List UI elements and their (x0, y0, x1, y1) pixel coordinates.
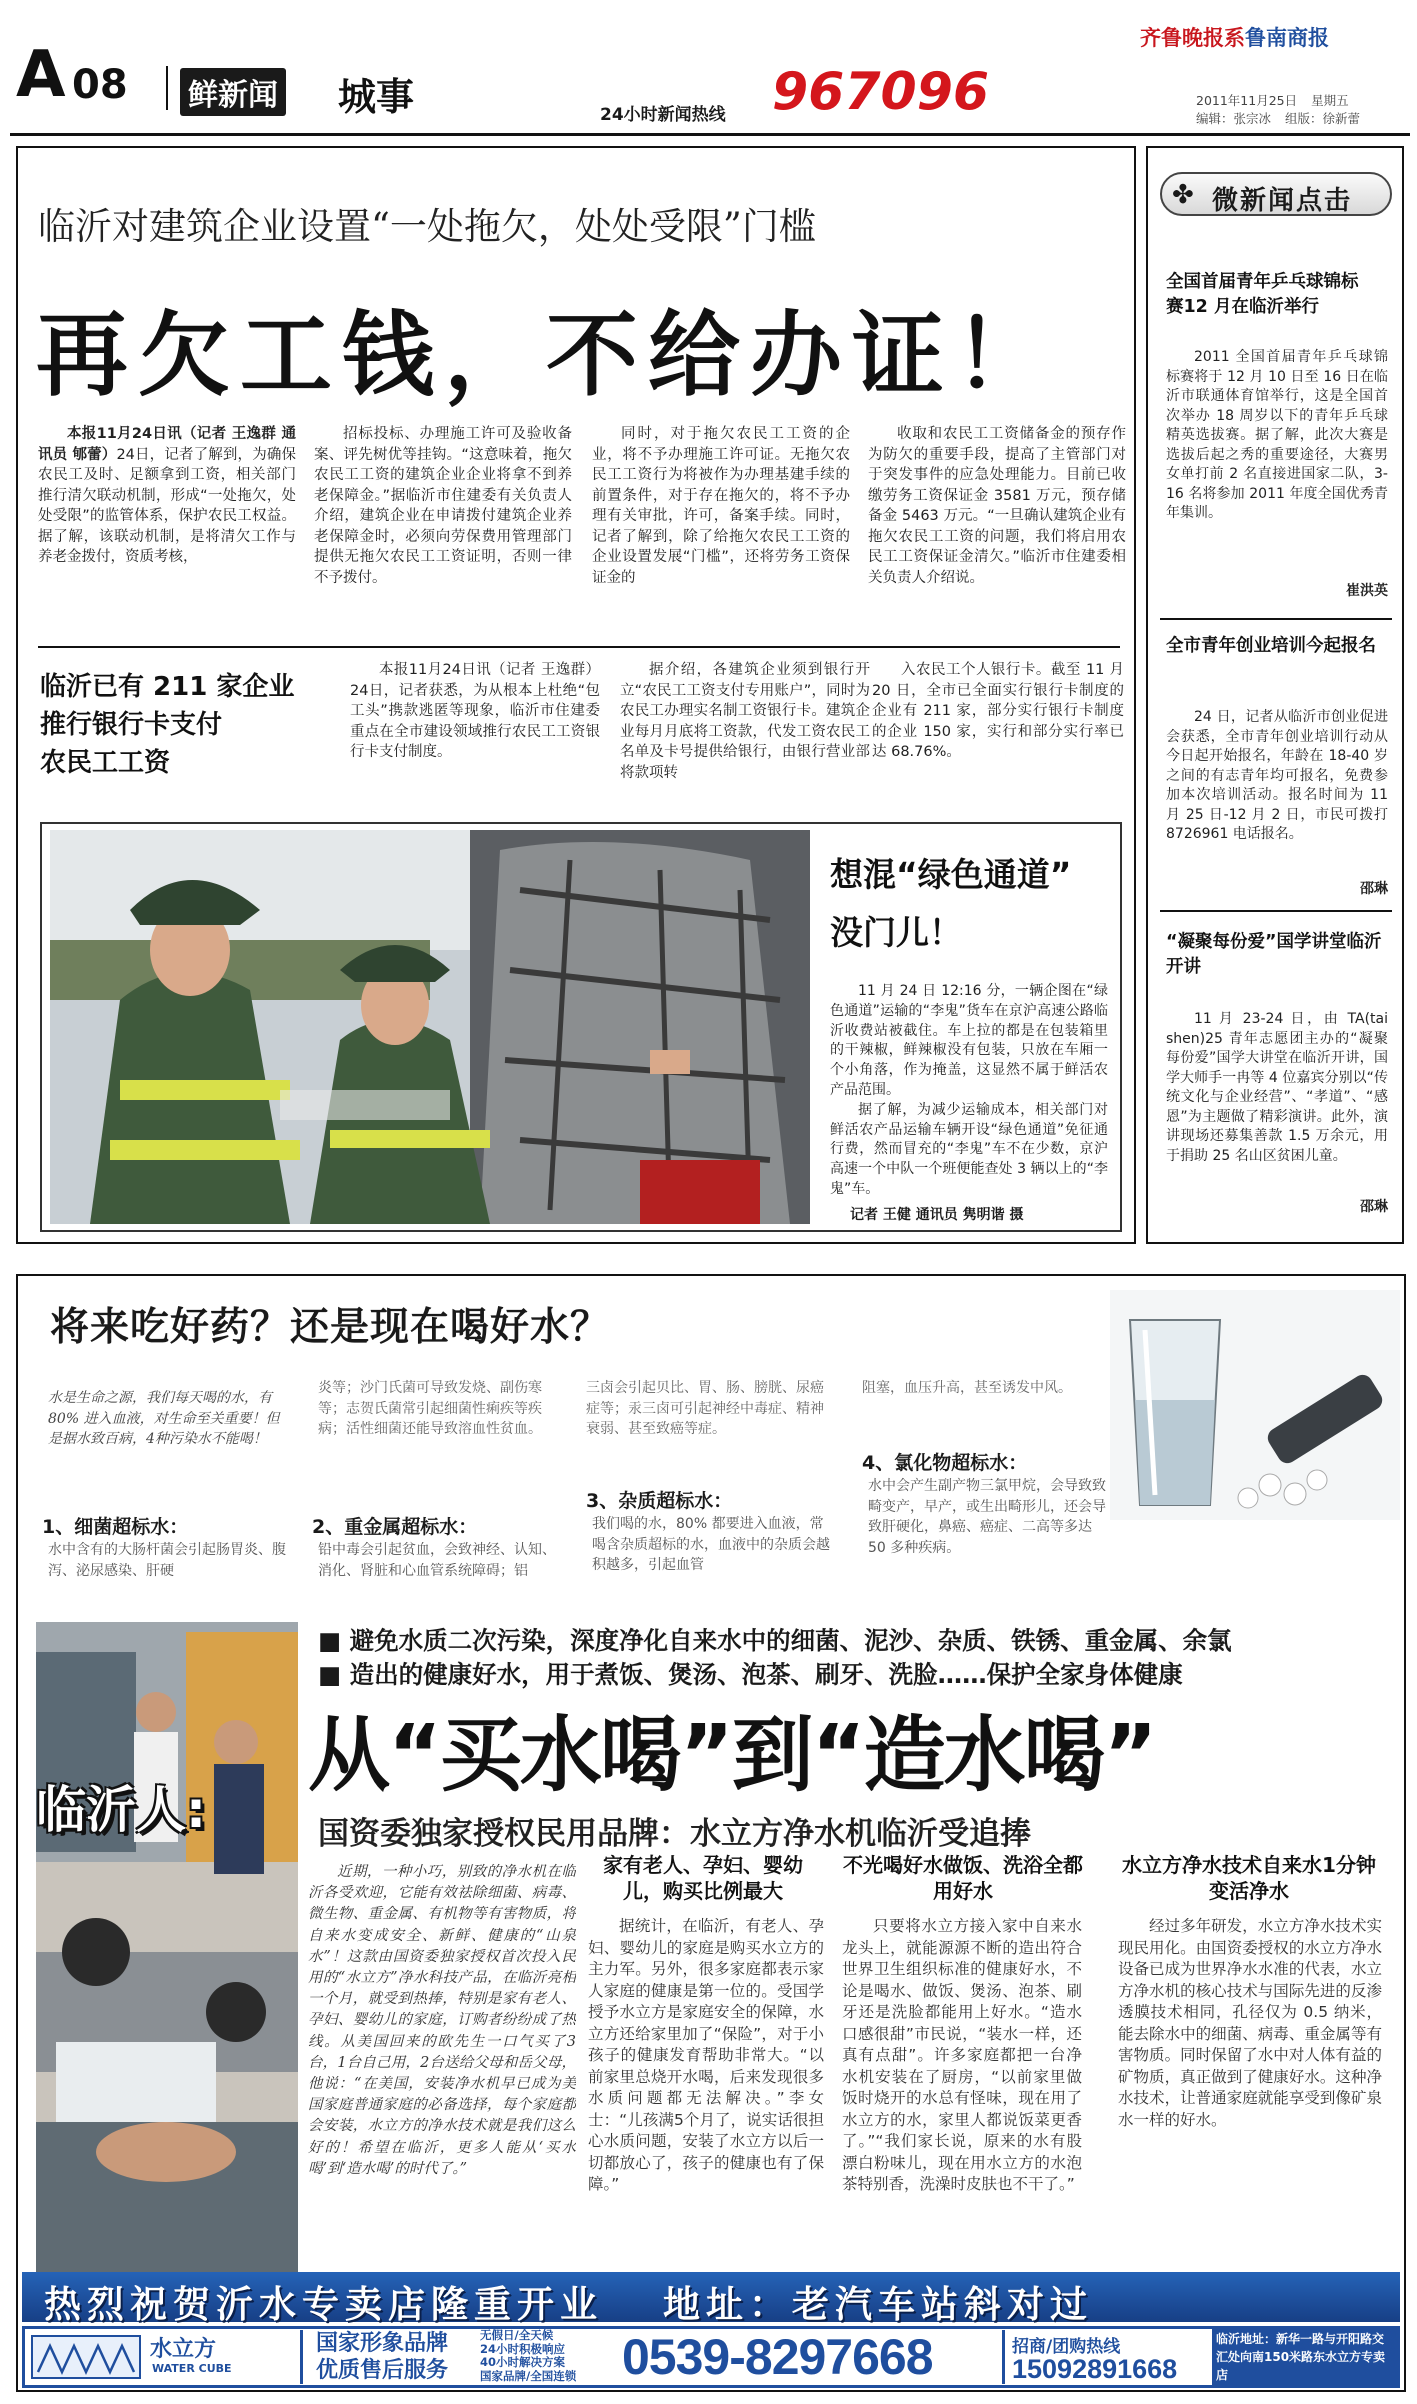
service-1: 无假日/全天候 (480, 2328, 554, 2342)
ad-col4-top: 阻塞，血压升高，甚至诱发中风。 (862, 1380, 1072, 1396)
header-divider (166, 66, 168, 110)
logo-cn: 水立方 (150, 2337, 217, 2362)
footer-divider-1 (300, 2330, 303, 2384)
story2-col-3-text: 入农民工个人银行卡。截至 11 月 20 日，全市已全面实行银行卡制度的企业有 211 家，部分实行银行卡制度的企业 150 家，实行和部分实行率已达 68.76%。 (872, 662, 1124, 760)
ad-col-a (588, 1916, 824, 2254)
story2-headline (40, 668, 340, 782)
ad-col-c-text: 经过多年研发，水立方净水技术实现民用化。由国资委授权的水立方净水设备已成为世界净水水准的代表，水立方净水机的核心技术与国际先进的反渗透膜技术相同，孔径仅为 0.5 纳米，能去除水中的细菌、病毒、重金属等有害物质。同时保留了水中对人体有益的矿物质，真正做到了健康好水。这种净水技术，让普通家庭就能享受到像矿泉水一样的好水。 (1118, 1917, 1382, 2129)
editor-line (1196, 110, 1360, 127)
ad-col-b (842, 1916, 1082, 2254)
story2-headline-1: 临沂已有 211 家企业 (40, 672, 295, 702)
brand-blue: 鲁南商报 (1245, 25, 1329, 50)
ad-banner (22, 2272, 1400, 2326)
issue-date: 2011年11月25日 (1196, 93, 1298, 108)
ad-col2-top: 炎等；沙门氏菌可导致发烧、副伤寒等；志贺氏菌常引起细菌性痢疾等疾病；活性细菌还能导致溶血性贫血。 (318, 1380, 542, 1437)
banner-right: 地址：老汽车站斜对过 (663, 2283, 1093, 2326)
sidebar-item2-body (1166, 708, 1388, 886)
ad-sub4-text: 水中会产生副产物三氯甲烷，会导致致畸变产，早产，或生出畸形儿，还会导致肝硬化，鼻癌、癌症、二高等多达 50 多种疾病。 (868, 1478, 1106, 1556)
ad-sub1-text: 水中含有的大肠杆菌会引起肠胃炎、腹泻、泌尿感染、肝硬 (48, 1542, 286, 1579)
story3-headline (830, 846, 1071, 962)
hotline-label: 24小时新闻热线 (600, 105, 726, 125)
main-col-4-text: 收取和农民工工资储备金的预存作为防欠的重要手段，提高了主管部门对于突发事件的应急处理能力。目前已收缴劳务工资保证金 3581 万元，预存储备金 5463 万元。“一旦确认建筑企业有拖欠农民工工资的问题，我们将启用农民工工资保证金清欠。”临沂市住建委相关负责人介绍说。 (868, 426, 1126, 586)
section-badge: 鲜新闻 (180, 68, 286, 116)
footer-address (1212, 2329, 1398, 2386)
main-col-3-text: 同时，对于拖欠农民工工资的企业，将不予办理施工许可证。无拖欠农民工工资行为将被作为办理基建手续的前置条件，对于存在拖欠的，将不予办理有关审批，许可，备案手续。同时，记者了解到，除了给拖欠农民工工资的企业设置发展“门槛”，还将劳务工资保证金的 (592, 426, 850, 586)
footer-slogans (316, 2330, 448, 2384)
ad-intro: 水是生命之源，我们每天喝的水，有 80% 进入血液，对生命至关重要！但是据水致百病，4种污染水不能喝！ (48, 1390, 280, 1447)
sidebar-item3-title: “凝聚每份爱”国学讲堂临沂开讲 (1166, 932, 1382, 977)
slogan-2: 优质售后服务 (316, 2358, 449, 2383)
story2-headline-3: 农民工工资 (40, 748, 171, 778)
banner-left: 热烈祝贺沂水专卖店隆重开业 (44, 2283, 603, 2326)
page-number: 08 (72, 62, 128, 108)
story3-p2: 据了解，为减少运输成本，相关部门对鲜活农产品运输车辆开设“绿色通道”免征通行费，然而冒充的“李鬼”车不在少数，京沪高速一个中队一个班便能查处 3 辆以上的“李鬼”车。 (830, 1101, 1108, 1197)
sidebar-item1-body (1166, 348, 1388, 600)
sidebar-item2-title: 全市青年创业培训今起报名 (1166, 636, 1376, 656)
ad-col-c-title: 水立方净水技术自来水1分钟变活净水 (1122, 1853, 1376, 1903)
ad-sub4: 4、氯化物超标水： (862, 1452, 1028, 1474)
layout-editor: 组版：徐新蕾 (1285, 111, 1361, 126)
ad-col-b-text: 只要将水立方接入家中自来水龙头上，就能源源不断的造出符合世界卫生组织标准的健康好水，不论是喝水、做饭、煲汤、泡茶、刷牙还是洗脸都能用上好水。“造水口感很甜”市民说，“装水一样，还真有点甜”。许多家庭都把一台净水机安装在了厨房，“以前家里做饭时烧开的水总有怪味，现在用了水立方的水，家里人都说饭菜更香了。”“我们家长说，原来的水有股漂白粉味儿，现在用水立方的水泡茶特别香，洗澡时皮肤也不干了。” (842, 1917, 1082, 2193)
clover-icon: ✤ (1172, 180, 1194, 210)
main-col-2 (314, 424, 572, 630)
ad-col3-top: 三卤会引起贝比、胃、肠、膀胱、尿癌症等；汞三卤可引起神经中毒症、精神衰弱、甚至致癌等症。 (586, 1380, 824, 1437)
sidebar-item2-text: 24 日，记者从临沂市创业促进会获悉，全市青年创业培训行动从今日起开始报名，年龄在 18-40 岁之间的有志青年均可报名，免费参加本次培训活动。报名时间为 11 月 25 日-12 月 2 日，市民可拨打 8726961 电话报名。 (1166, 709, 1388, 842)
editor: 编辑：张宗冰 (1196, 111, 1272, 126)
service-3: 40小时解决方案 (480, 2355, 566, 2369)
ad-subhead: 国资委独家授权民用品牌：水立方净水机临沂受追捧 (318, 1816, 1031, 1852)
issue-weekday: 星期五 (1311, 93, 1349, 108)
glass-pills-photo (1110, 1290, 1400, 1520)
story2-col-3 (872, 660, 1124, 810)
story3-p1: 11 月 24 日 12:16 分，一辆企图在“绿色通道”运输的“李鬼”货车在京沪高速公路临沂收费站被截住。车上拉的都是在包装箱里的干辣椒，鲜辣椒没有包装，只放在车厢一个小角落，作为掩盖，这显然不属于鲜活农产品范围。 (830, 983, 1108, 1098)
inspection-photo (50, 830, 810, 1224)
ad-col-a-title: 家有老人、孕妇、婴幼儿，购买比例最大 (603, 1853, 803, 1903)
ad-col-b-title: 不光喝好水做饭、洗浴全都用好水 (843, 1853, 1083, 1903)
section-title: 城事 (338, 75, 415, 119)
crowd-photo-art (36, 1622, 298, 2274)
story3-body (830, 982, 1108, 1202)
ad-sub2-text: 铅中毒会引起贫血，会致神经、认知、消化、肾脏和心血管系统障碍；铝 (318, 1542, 556, 1579)
issue-date-line (1196, 92, 1349, 109)
crowd-photo (36, 1622, 298, 2274)
story3-headline-2: 没门儿！ (830, 913, 962, 952)
glass-pills-art (1110, 1290, 1400, 1520)
footer-divider-2 (1002, 2330, 1005, 2384)
footer-phone[interactable]: 0539-8297668 (622, 2329, 933, 2385)
header-rule (10, 133, 1410, 136)
story2-headline-2: 推行银行卡支付 (40, 710, 223, 740)
photo-credit: 记者 王健 通讯员 隽明谐 摄 (850, 1207, 1024, 1223)
main-col-4 (868, 424, 1126, 630)
invest-label: 招商/团购热线 (1012, 2337, 1121, 2357)
inspection-photo-art (50, 830, 810, 1224)
ad-bullet-1: ■ 避免水质二次污染，深度净化自来水中的细菌、泥沙、杂质、铁锈、重金属、余氯 (318, 1626, 1232, 1655)
ad-big-headline: 从“买水喝”到“造水喝” (308, 1708, 1156, 1803)
slogan-1: 国家形象品牌 (316, 2331, 449, 2356)
address-label: 临沂地址： (1216, 2332, 1277, 2346)
sidebar-title: 微新闻点击 (1212, 186, 1353, 216)
sidebar-item3-text: 11 月 23-24 日，由 TA(tai shen)25 青年志愿团主办的“凝聚每份爱”国学大讲堂在临沂开讲，国学大师手一冉等 4 位嘉宾分别以“传统文化与企业经营”、“孝道”、“感恩”为主题做了精彩演讲。此外，演讲现场还募集善款 1.5 万余元，用于捐助 25 名山区贫困儿童。 (1166, 1011, 1388, 1164)
service-2: 24小时积极响应 (480, 2341, 566, 2356)
ad-bullet-2: ■ 造出的健康好水，用于煮饭、煲汤、泡茶、刷牙、洗脸……保护全家身体健康 (318, 1660, 1183, 1689)
main-col-1 (38, 424, 296, 630)
footer-service (480, 2329, 576, 2383)
ad-left-para: 近期，一种小巧，别致的净水机在临沂各受欢迎，它能有效祛除细菌、病毒、微生物、重金属、有机物等有害物质，将自来水变成安全、新鲜、健康的“山泉水”！这款由国资委独家授权首次投入民用的“水立方”净水科技产品，在临沂亮相一个月，就受到热捧，特别是家有老人、孕妇、婴幼儿的家庭，订购者纷纷成了热线。从美国回来的欧先生一口气买了3台，1台自己用，2台送给父母和岳父母，他说：“在美国，安装净水机早已成为美国家庭普通家庭的必备选择，每个家庭都会安装，水立方的净水技术就是我们这么好的！希望在临沂，更多人能从‘买水喝’到‘造水喝’的时代了。” (308, 1864, 576, 2177)
ad-col-c (1118, 1916, 1382, 2254)
brand-red: 齐鲁晚报系 (1140, 25, 1245, 50)
masthead (1140, 22, 1329, 52)
story2-col-1-text: 本报11月24日讯（记者 王逸群）24日，记者获悉，为从根本上杜绝“包工头”携款逃匿等现象，临沂市住建委重点在全市建设领域推行农民工工资银行卡支付制度。 (350, 662, 600, 760)
main-col-2-text: 招标投标、办理施工许可及验收备案、评先树优等挂钩。“这意味着，拖欠农民工工资的建筑企业企业将拿不到养老保障金。”据临沂市住建委有关负责人介绍，建筑企业在申请拨付建筑企业养老保障金时，必须向劳保费用管理部门提供无拖欠农民工工资证明，否则一律不予拨付。 (314, 426, 572, 586)
sidebar-item3-body (1166, 1010, 1388, 1194)
sidebar-item1-title: 全国首届青年乒乓球锦标赛12 月在临沂举行 (1166, 272, 1359, 317)
sidebar-item3-sig: 邵琳 (1360, 1199, 1388, 1215)
sidebar-item2-sig: 邵琳 (1360, 881, 1388, 897)
reporters: （记者 王逸群 通讯员 郇蕾） (38, 426, 296, 463)
main-col-3 (592, 424, 850, 630)
dateline: 本报11月24日讯 (67, 426, 182, 442)
sidebar-rule-2 (1160, 910, 1392, 912)
kicker: 临沂对建筑企业设置“一处拖欠，处处受限”门槛 (38, 205, 816, 248)
ad-city: 临沂人: (36, 1781, 206, 1839)
hotline-number: 967096 (772, 62, 990, 122)
ad-question: 将来吃好药？还是现在喝好水？ (50, 1305, 611, 1350)
story3-headline-1: 想混“绿色通道” (830, 855, 1072, 894)
ad-sub3: 3、杂质超标水： (586, 1490, 733, 1512)
main-col-1-text: 24日，记者了解到，为确保农民工及时、足额拿到工资，相关部门推行清欠联动机制，形成“一处拖欠，处处受限”的监管体系，保护农民工权益。据了解，该联动机制，是将清欠工作与养老金拨付，资质考核， (38, 446, 296, 565)
ad-sub1: 1、细菌超标水： (42, 1516, 189, 1538)
ad-sub3-text: 我们喝的水，80% 都要进入血液，常喝含杂质超标的水，血液中的杂质会越积越多，引起血管 (592, 1516, 830, 1573)
sidebar-item1-sig: 崔洪英 (1346, 583, 1388, 599)
address-text: 新华一路与开阳路交汇处向南150米路东水立方专卖店 (1216, 2332, 1386, 2382)
water-cube-icon (30, 2332, 142, 2382)
story2-col-2 (620, 660, 870, 810)
rule-story2 (38, 646, 1120, 648)
ad-left-text (308, 1862, 576, 2254)
invest-phone[interactable]: 15092891668 (1012, 2354, 1178, 2384)
story2-col-2-text: 据介绍，各建筑企业须到银行开立“农民工工资支付专用账户”，同时为农民工办理实名制工资银行卡。建筑企业每月月底将工资款，代发工资农民工名单及卡号提供给银行，由银行营业部将款项转 (620, 662, 870, 781)
main-headline: 再欠工钱，不给办证！ (36, 302, 1057, 409)
page-letter: A (16, 38, 64, 112)
ad-sub2: 2、重金属超标水： (312, 1516, 478, 1538)
sidebar-item1-text: 2011 全国首届青年乒乓球锦标赛将于 12 月 10 日至 16 日在临沂市联通体育馆举行，这是全国首次举办 18 周岁以下的青年乒乓球精英选拔赛。据了解，此次大赛是选拔后起之秀的重要途径，大赛男女单打前 2 名直接进国家二队，3-16 名将参加 2011 年度全国优秀青年集训。 (1166, 349, 1388, 521)
sidebar-rule-1 (1160, 618, 1392, 620)
service-4: 国家品牌/全国连锁 (480, 2368, 577, 2383)
story2-col-1 (350, 660, 600, 810)
logo-en: WATER CUBE (152, 2362, 232, 2375)
ad-col-a-text: 据统计，在临沂，有老人、孕妇、婴幼儿的家庭是购买水立方的主力军。另外，很多家庭都表示家人家庭的健康是第一位的。受国学授予水立方是家庭安全的保障，水立方还给家里加了“保险”，对于小孩子的健康发育帮助非常大。“以前家里总烧开水喝，后来发现很多水质问题都无法解决。”李女士：“儿孩满5个月了，说实话很担心水质问题，安装了水立方以后一切都放心了，孩子的健康也有了保障。” (588, 1917, 824, 2193)
